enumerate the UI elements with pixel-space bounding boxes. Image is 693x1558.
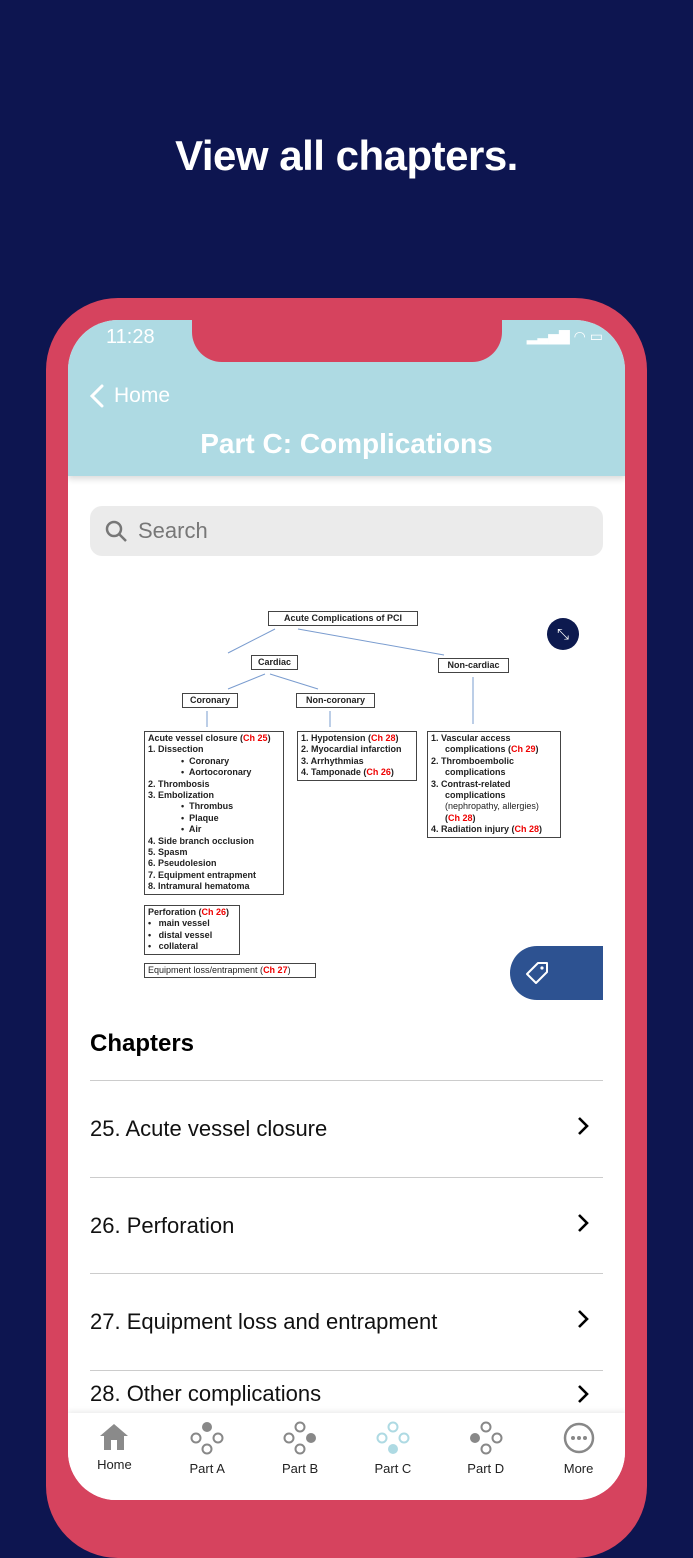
search-input[interactable] [90, 506, 603, 556]
tab-label: Home [97, 1457, 132, 1472]
diagram-root: Acute Complications of PCI [268, 611, 418, 626]
nav-header [68, 320, 625, 476]
back-label: Home [114, 384, 171, 407]
status-icons [527, 328, 603, 345]
chapter-label: 25. Acute vessel closure [90, 1116, 328, 1141]
perforation-box: Perforation (Ch 26) • main vessel • distal vessel • collateral [144, 905, 240, 955]
tag-button[interactable] [510, 946, 603, 1000]
tab-label: Part C [374, 1461, 412, 1476]
more-icon [562, 1421, 596, 1455]
chevron-right-icon [577, 1381, 589, 1410]
phone-screen [68, 320, 625, 1500]
chapter-row[interactable] [90, 1370, 603, 1413]
diagram-noncoronary: Non-coronary [296, 693, 375, 708]
chapters-heading: Chapters [90, 1030, 195, 1057]
chapter-row[interactable] [90, 1080, 603, 1177]
diagram-cardiac: Cardiac [251, 655, 298, 670]
chevron-left-icon [90, 384, 104, 408]
tab-label: Part D [467, 1461, 505, 1476]
diagram-noncardiac: Non-cardiac [438, 658, 509, 673]
chapter-label: 28. Other complications [90, 1381, 322, 1406]
tab-more[interactable] [539, 1421, 619, 1500]
tab-home[interactable] [74, 1421, 154, 1500]
search-placeholder: Search [138, 518, 208, 543]
notch [192, 320, 502, 362]
chapter-label: 26. Perforation [90, 1213, 235, 1238]
signal-icon: ▂▃▅▇ [526, 328, 570, 344]
home-icon [97, 1421, 131, 1451]
back-button[interactable] [90, 384, 170, 408]
page-title: Part C: Complications [200, 428, 493, 459]
noncoronary-list: 1. Hypotension (Ch 28) 2. Myocardial infarction 3. Arrhythmias 4. Tamponade (Ch 26) [297, 731, 417, 781]
chapter-label: 27. Equipment loss and entrapment [90, 1309, 438, 1334]
part-a-icon [190, 1421, 224, 1455]
status-time: 11:28 [106, 326, 155, 348]
noncardiac-list: 1. Vascular access complications (Ch 29) 2. Thromboembolic complications 3. Contrast-related complications (nephropathy, allergies) (Ch 28) 4. Radiation injury (Ch 28) [427, 731, 561, 838]
chapter-row[interactable] [90, 1177, 603, 1274]
expand-button[interactable] [547, 618, 579, 650]
diagram-coronary: Coronary [182, 693, 238, 708]
search-icon [104, 519, 128, 543]
part-b-icon [283, 1421, 317, 1455]
expand-arrows-icon: ⤡ [556, 625, 569, 643]
tab-bar [68, 1413, 625, 1500]
tab-part-d[interactable] [446, 1421, 526, 1500]
tab-label: More [563, 1461, 594, 1476]
tag-icon [524, 960, 550, 986]
part-d-icon [469, 1421, 503, 1455]
chevron-right-icon [577, 1116, 589, 1142]
chevron-right-icon [577, 1309, 589, 1335]
battery-icon: ▭ [589, 328, 603, 344]
part-c-icon [376, 1421, 410, 1455]
chevron-right-icon [577, 1213, 589, 1239]
tab-label: Part B [282, 1461, 319, 1476]
chapter-row[interactable] [90, 1273, 603, 1370]
tab-part-b[interactable] [260, 1421, 340, 1500]
wifi-icon: ◠ [573, 328, 586, 344]
equipment-box: Equipment loss/entrapment (Ch 27) [144, 963, 316, 978]
tab-label: Part A [189, 1461, 225, 1476]
tab-part-a[interactable] [167, 1421, 247, 1500]
coronary-list: Acute vessel closure (Ch 25) 1. Dissection • Coronary • Aortocoronary 2. Thrombosis 3. Embolization • Thrombus • Plaque • Air 4. Side branch occlusion 5. Spasm 6. Pseudolesion 7. Equipment entrapment 8. Intramural hematoma [144, 731, 284, 895]
tab-part-c[interactable] [353, 1421, 433, 1500]
headline: View all chapters. [175, 132, 518, 179]
